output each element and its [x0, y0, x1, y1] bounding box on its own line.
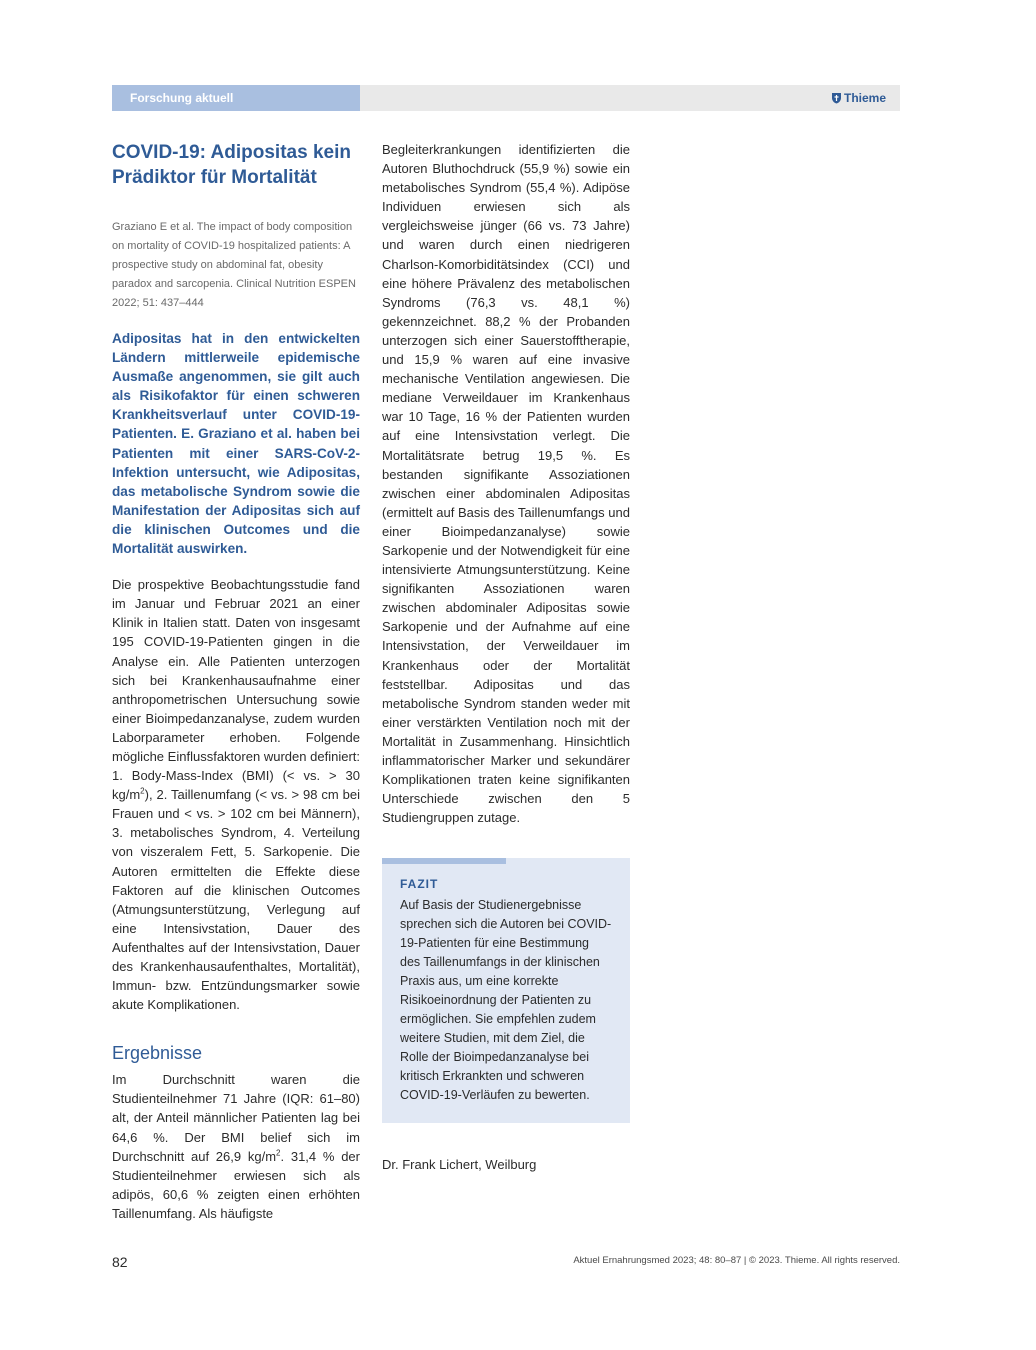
left-column: [112, 140, 360, 1223]
methods-superscript: 2: [140, 786, 145, 796]
fazit-box: [382, 858, 630, 1123]
brand-name: Thieme: [843, 91, 886, 105]
thieme-logo-icon: [831, 92, 842, 104]
methods-paragraph: [112, 575, 360, 1014]
brand-logo: [831, 85, 886, 111]
fazit-accent-bar: [382, 858, 506, 864]
results-heading: Ergebnisse: [112, 1043, 203, 1064]
citation: Graziano E et al. The impact of body composition on mortality of COVID-19 hospitalized patients: A prospective study on abdominal fat, obesity paradox and sarcopenia. Clinical Nutrition ESPEN 2022; 51: 437–444: [112, 221, 356, 309]
methods-text-a: Die prospektive Beobachtungsstudie fand im Januar und Februar 2021 an einer Klinik in Italien statt. Daten von insgesamt 195 COVID-19-Patienten gingen in die Analyse ein. Alle Patienten unterzogen sich bei Krankenhausaufnahme einer anthropometrischen Untersuchung sowie einer Bioimpedanzanalyse, zudem wurden Laborparameter erhoben. Folgende mögliche Einflussfaktoren wurden definiert: 1. Body-Mass-Index (BMI) (< vs. > 30 kg/m: [112, 577, 360, 803]
fazit-label: FAZIT: [400, 877, 439, 892]
results-paragraph-part1: [112, 1070, 360, 1223]
footer-citation: Aktuel Ernahrungsmed 2023; 48: 80–87 | © 2023. Thieme. All rights reserved.: [573, 1255, 900, 1266]
results-text-a: Im Durchschnitt waren die Studienteilnehmer 71 Jahre (IQR: 61–80) alt, der Anteil männlicher Patienten lag bei 64,6 %. Der BMI belief sich im Durchschnitt auf 26,9 kg/m: [112, 1072, 360, 1164]
methods-text-b: ), 2. Taillenumfang (< vs. > 98 cm bei Frauen und < vs. > 102 cm bei Männern), 3. metabolisches Syndrom, 4. Verteilung von viszeralem Fett, 5. Sarkopenie. Die Autoren ermittelten die Effekte diese Faktoren auf die klinischen Outcomes (Atmungsunterstützung, Verlegung auf eine Intensivstation, Dauer des Aufenthaltes auf der Intensivstation, Dauer des Krankenhausaufenthaltes, Mortalität), Immun- bzw. Entzündungsmarker sowie akute Komplikationen.: [112, 787, 360, 1013]
section-label: Forschung aktuell: [112, 85, 360, 111]
right-column: [382, 140, 630, 1174]
page-number: 82: [112, 1254, 128, 1270]
lead-paragraph: Adipositas hat in den entwickelten Ländern mittlerweile epidemische Ausmaße angenommen, sie gilt auch als Risikofaktor für einen schweren Krankheitsverlauf unter COVID-19-Patienten. E. Graziano et al. haben bei Patienten mit einer SARS-CoV-2-Infektion untersucht, wie Adipositas, das metabolische Syndrom sowie die Manifestation der Adipositas sich auf die klinischen Outcomes und die Mortalität auswirken.: [112, 331, 360, 557]
results-paragraph-part2: Begleiterkrankungen identifizierten die Autoren Bluthochdruck (55,9 %) sowie ein metabolisches Syndrom (55,4 %). Adipöse Individuen erwiesen sich als vergleichsweise jünger (66 vs. 73 Jahre) und waren durch einen niedrigeren Charlson-Komorbiditätsindex (CCI) und eine höhere Prävalenz des metabolischen Syndroms (76,3 vs. 48,1 %) gekennzeichnet. 88,2 % der Probanden unterzogen sich einer Sauerstofftherapie, und 15,9 % waren auf eine invasive mechanische Ventilation angewiesen. Die mediane Verweildauer im Krankenhaus war 10 Tage, 16 % der Patienten wurden auf eine Intensivstation verlegt. Die Mortalitätsrate betrug 19,5 %. Es bestanden signifikante Assoziationen zwischen einer abdominalen Adipositas (ermittelt auf Basis des Taillenumfangs und einer Bioimpedanzanalyse) sowie Sarkopenie und der Notwendigkeit für eine intensivierte Atmungsunterstützung. Keine signifikanten Assoziationen waren zwischen abdominaler Adipositas sowie Sarkopenie und der Aufnahme auf eine Intensivstation, der Verweildauer im Krankenhaus oder der Mortalität feststellbar. Adipositas und das metabolische Syndrom standen weder mit einer verstärkten Ventilation noch mit der Mortalität in Zusammenhang. Hinsichtlich inflammatorischer Marker und sekundärer Komplikationen traten keine signifikanten Unterschiede zwischen den 5 Studiengruppen zutage.: [382, 142, 630, 826]
fazit-text: Auf Basis der Studienergebnisse sprechen sich die Autoren bei COVID-19-Patienten für eine Bestimmung des Taillenumfangs in der klinischen Praxis aus, um eine korrekte Risikoeinordnung der Patienten zu ermöglichen. Sie empfehlen zudem weitere Studien, mit dem Ziel, die Rolle der Bioimpedanzanalyse bei kritisch Erkrankten und schweren COVID-19-Verläufen zu bewerten.: [400, 898, 612, 1103]
results-superscript: 2: [276, 1148, 281, 1158]
running-header: [112, 85, 900, 111]
article-title: COVID-19: Adipositas kein Prädiktor für Mortalität: [112, 142, 351, 188]
results-text-b-start: . 31,4 % der Studienteilnehmer erwiesen sich als adipös, 60,6 % zeigten einen erhöhten Taillenumfang. Als häufigste: [112, 1148, 360, 1221]
author: Dr. Frank Lichert, Weilburg: [382, 1157, 537, 1173]
